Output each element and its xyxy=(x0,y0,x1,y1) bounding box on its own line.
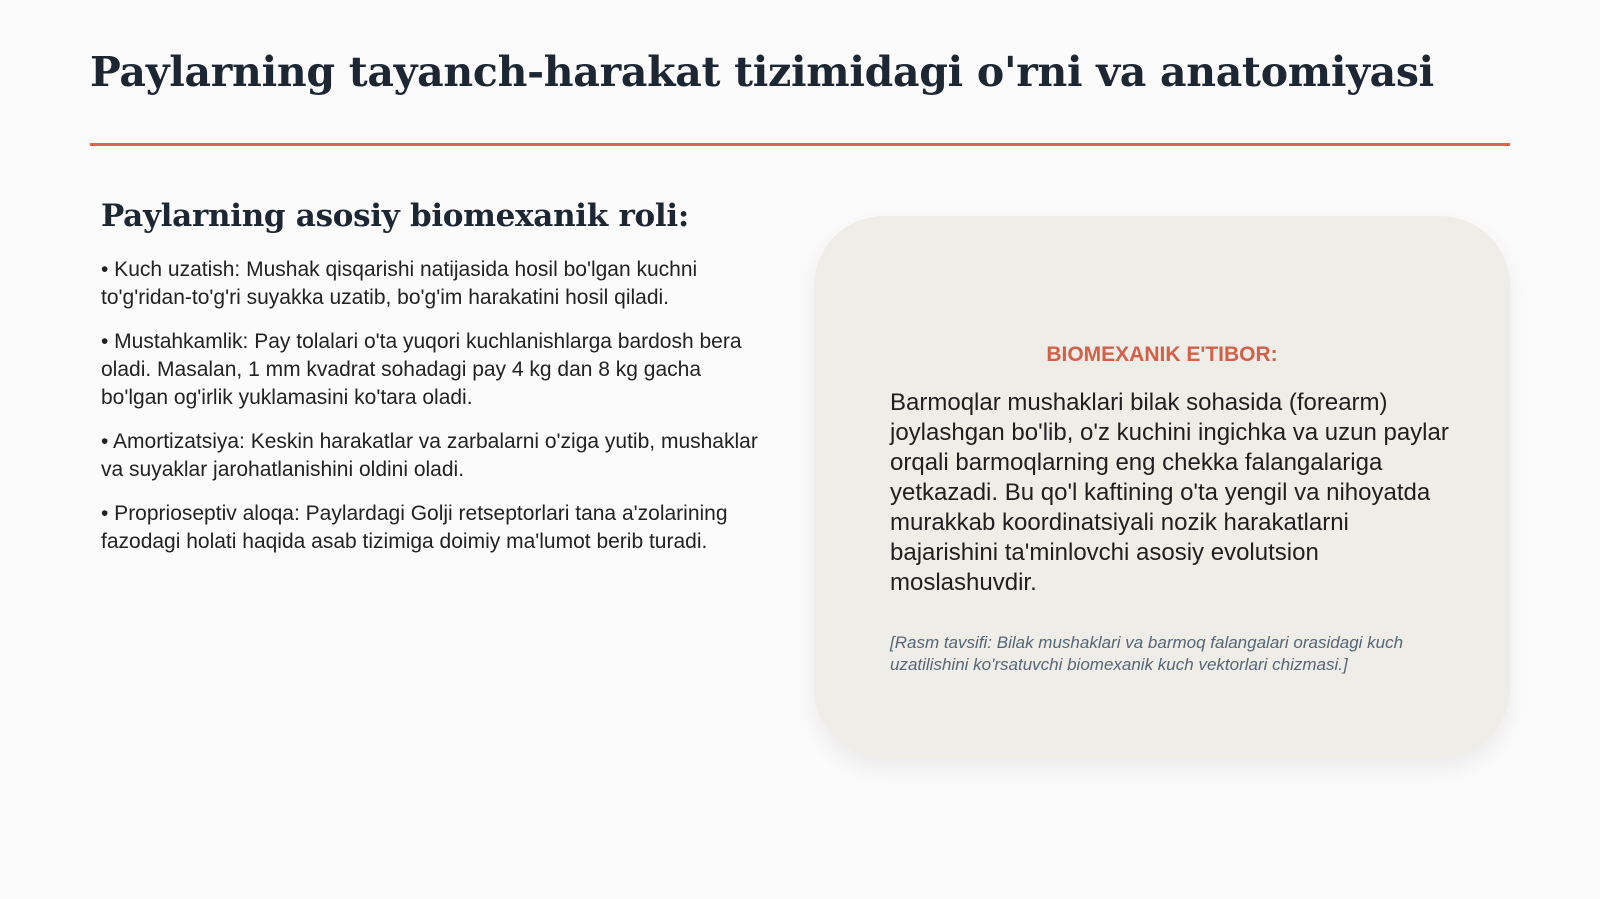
card-body-text: Barmoqlar mushaklari bilak sohasida (forearm) joylashgan bo'lib, o'z kuchini ingichka va uzun paylar orqali barmoqlarning eng chekka falangalariga yetkazadi. Bu qo'l kaftining o'ta yengil va nihoyatda murakkab koordinatsiyali nozik harakatlarni bajarishini ta'minlovchi asosiy evolutsion moslashuvdir. xyxy=(890,389,1449,596)
image-description-caption: [Rasm tavsifi: Bilak mushaklari va barmoq falangalari orasidagi kuch uzatilishini ko'rsatuvchi biomexanik kuch vektorlari chizmasi.] xyxy=(890,633,1404,674)
left-column xyxy=(101,198,761,572)
biomechanics-note-card xyxy=(814,216,1510,758)
bullet-force-transfer: • Kuch uzatish: Mushak qisqarishi natijasida hosil bo'lgan kuchni to'g'ridan-to'g'ri suyakka uzatib, bo'g'im harakatini hosil qiladi. xyxy=(101,258,698,309)
slide-title: Paylarning tayanch-harakat tizimidagi o'rni va anatomiyasi xyxy=(90,48,1434,96)
bullet-shock-absorption: • Amortizatsiya: Keskin harakatlar va zarbalarni o'ziga yutib, mushaklar va suyaklar jarohatlanishini oldini oladi. xyxy=(101,430,758,481)
bullet-proprioception: • Proprioseptiv aloqa: Paylardagi Golji retseptorlari tana a'zolarining fazodagi holati haqida asab tizimiga doimiy ma'lumot berib turadi. xyxy=(101,502,728,553)
section-heading: Paylarning asosiy biomexanik roli: xyxy=(101,198,689,234)
card-label: BIOMEXANIK E'TIBOR: xyxy=(1046,343,1278,366)
title-divider xyxy=(90,143,1510,146)
bullet-strength: • Mustahkamlik: Pay tolalari o'ta yuqori kuchlanishlarga bardosh bera oladi. Masalan, 1 mm kvadrat sohadagi pay 4 kg dan 8 kg gacha bo'lgan og'irlik yuklamasini ko'tara oladi. xyxy=(101,330,742,409)
